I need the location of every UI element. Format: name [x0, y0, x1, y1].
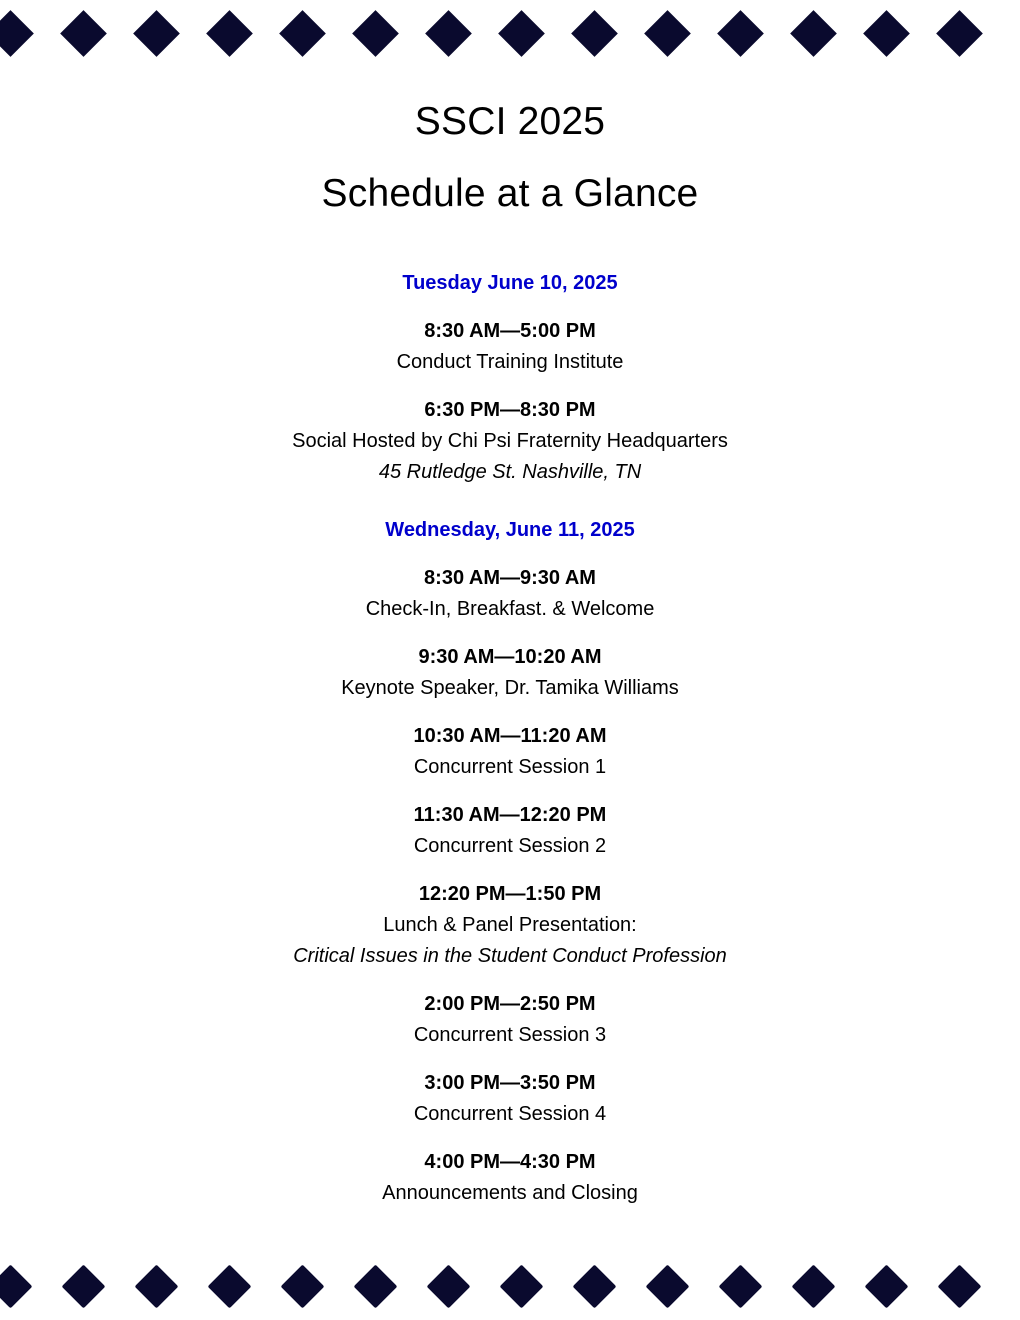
- entry-time: 10:30 AM—11:20 AM: [413, 725, 607, 747]
- entry-time: 3:00 PM—3:50 PM: [424, 1072, 596, 1094]
- diamond-icon: [498, 10, 545, 57]
- diamond-icon: [60, 10, 107, 57]
- entry-description: Check-In, Breakfast. & Welcome: [365, 598, 655, 620]
- diamond-icon: [938, 1264, 982, 1308]
- schedule-entry: [0, 704, 1020, 783]
- schedule-entry: [0, 625, 1020, 704]
- entry-time: 2:00 PM—2:50 PM: [424, 993, 596, 1015]
- schedule-entry: [0, 299, 1020, 378]
- entry-description: Announcements and Closing: [382, 1182, 638, 1204]
- diamond-icon: [62, 1264, 106, 1308]
- diamond-icon: [279, 10, 326, 57]
- page-subtitle: Schedule at a Glance: [321, 172, 699, 215]
- day-block: [0, 268, 1020, 488]
- diamond-icon: [865, 1264, 909, 1308]
- entry-time: 12:20 PM—1:50 PM: [418, 883, 602, 905]
- diamond-icon: [281, 1264, 325, 1308]
- diamond-border-bottom: [0, 1252, 1020, 1320]
- entry-time: 8:30 AM—5:00 PM: [424, 320, 596, 342]
- entry-description: Concurrent Session 4: [413, 1103, 607, 1125]
- diamond-icon: [936, 10, 983, 57]
- day-block: [0, 488, 1020, 1209]
- diamond-icon: [719, 1264, 763, 1308]
- diamond-icon: [354, 1264, 398, 1308]
- entry-description: Lunch & Panel Presentation:: [383, 914, 637, 936]
- diamond-icon: [0, 1264, 32, 1308]
- day-heading: Wednesday, June 11, 2025: [385, 519, 635, 541]
- entry-description: Conduct Training Institute: [396, 351, 624, 373]
- schedule-entry: [0, 546, 1020, 625]
- diamond-icon: [206, 10, 253, 57]
- diamond-icon: [208, 1264, 252, 1308]
- schedule-list: [0, 268, 1020, 1209]
- schedule-entry: [0, 972, 1020, 1051]
- diamond-icon: [792, 1264, 836, 1308]
- document-header: [0, 96, 1020, 220]
- schedule-entry: [0, 378, 1020, 488]
- entry-description: Concurrent Session 3: [413, 1024, 607, 1046]
- schedule-entry: [0, 783, 1020, 862]
- entry-description: Concurrent Session 1: [413, 756, 607, 778]
- diamond-icon: [717, 10, 764, 57]
- page-title: SSCI 2025: [414, 100, 606, 143]
- diamond-icon: [571, 10, 618, 57]
- entry-note: Critical Issues in the Student Conduct Profession: [293, 945, 727, 967]
- diamond-icon: [863, 10, 910, 57]
- diamond-icon: [0, 10, 34, 57]
- entry-description: Keynote Speaker, Dr. Tamika Williams: [341, 677, 679, 699]
- entry-description: Social Hosted by Chi Psi Fraternity Headquarters: [292, 430, 728, 452]
- day-heading: Tuesday June 10, 2025: [402, 272, 618, 294]
- schedule-entry: [0, 1051, 1020, 1130]
- entry-time: 4:00 PM—4:30 PM: [424, 1151, 596, 1173]
- diamond-icon: [644, 10, 691, 57]
- diamond-icon: [133, 10, 180, 57]
- diamond-icon: [425, 10, 472, 57]
- diamond-icon: [427, 1264, 471, 1308]
- diamond-icon: [500, 1264, 544, 1308]
- diamond-icon: [352, 10, 399, 57]
- entry-time: 8:30 AM—9:30 AM: [424, 567, 596, 589]
- diamond-icon: [573, 1264, 617, 1308]
- schedule-entry: [0, 1130, 1020, 1209]
- schedule-entry: [0, 862, 1020, 972]
- entry-description: Concurrent Session 2: [413, 835, 607, 857]
- entry-note: 45 Rutledge St. Nashville, TN: [378, 461, 642, 483]
- entry-time: 6:30 PM—8:30 PM: [424, 399, 596, 421]
- entry-time: 11:30 AM—12:20 PM: [413, 804, 607, 826]
- diamond-icon: [790, 10, 837, 57]
- entry-time: 9:30 AM—10:20 AM: [418, 646, 602, 668]
- diamond-icon: [135, 1264, 179, 1308]
- diamond-icon: [646, 1264, 690, 1308]
- diamond-border-top: [0, 0, 1020, 66]
